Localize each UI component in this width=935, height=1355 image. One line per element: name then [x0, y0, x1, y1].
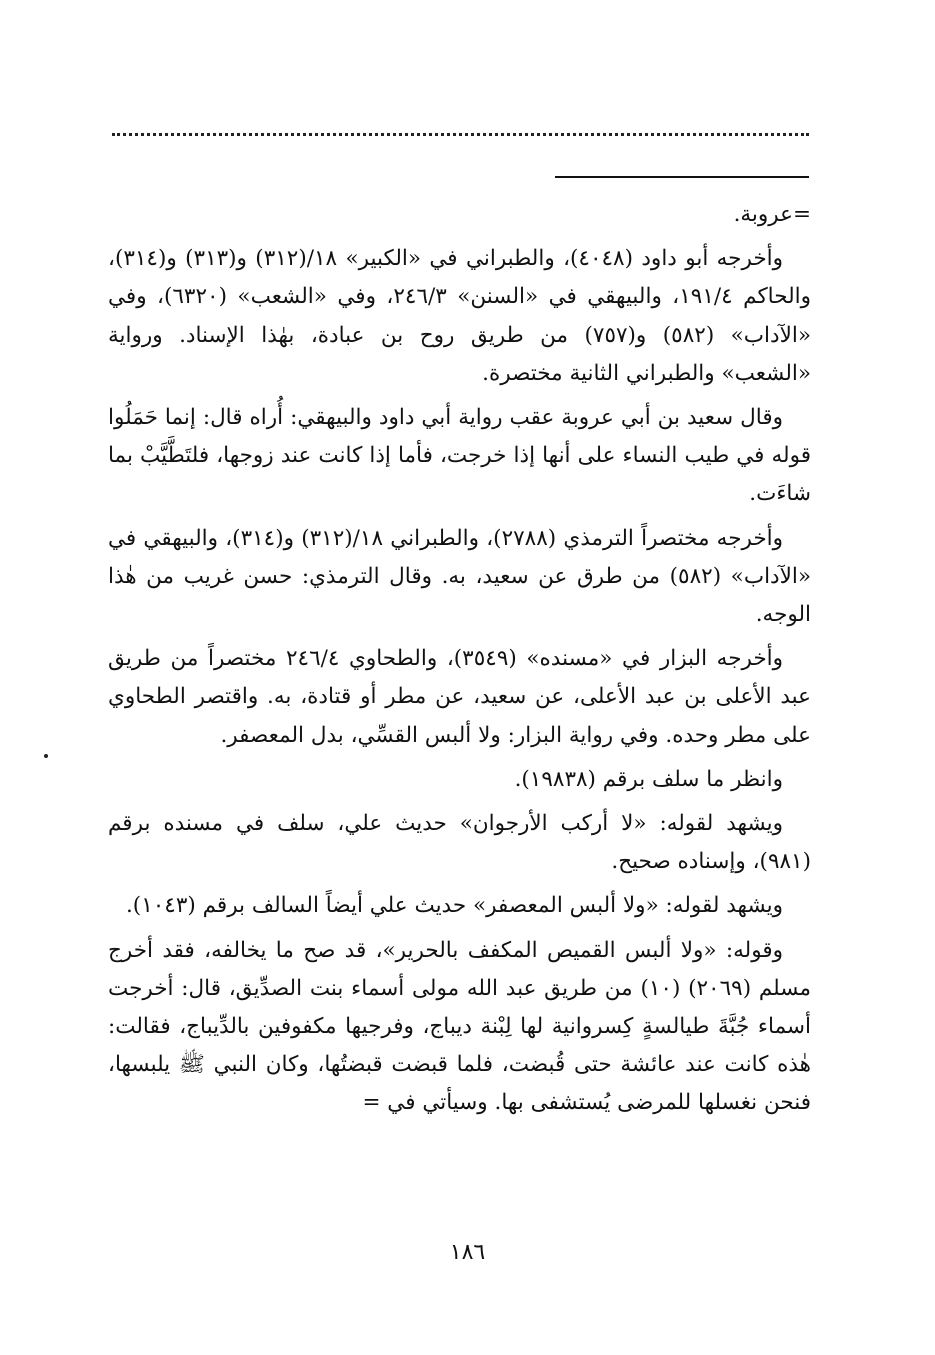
footnote-paragraph: ويشهد لقوله: «لا أركب الأرجوان» حديث علي، سلف في مسنده برقم (٩٨١)، وإسناده صحيح. [108, 811, 811, 875]
footnote-continuation: =عروبة. [733, 202, 811, 227]
footnote-separator-rule [555, 176, 809, 178]
page-number: ١٨٦ [449, 1240, 486, 1265]
footnote-paragraph: ويشهد لقوله: «ولا ألبس المعصفر» حديث علي أيضاً السالف برقم (١٠٤٣). [125, 893, 783, 919]
footnote-paragraph: وأخرجه مختصراً الترمذي (٢٧٨٨)، والطبراني ١٨/(٣١٢) و(٣١٤)، والبيهقي في «الآداب» (٥٨٢) من طرق عن سعيد، به. وقال الترمذي: حسن غريب من هٰذا الوجه. [108, 525, 812, 628]
footnote-paragraph: وأخرجه أبو داود (٤٠٤٨)، والطبراني في «الكبير» ١٨/(٣١٢) و(٣١٣) و(٣١٤)، والحاكم ١٩١/٤، والبيهقي في «السنن» ٢٤٦/٣، وفي «الشعب» (٦٣٢٠)، وفي «الآداب» (٥٨٢) و(٧٥٧) من طريق روح بن عبادة، بهٰذا الإسناد. ورواية «الشعب» والطبراني الثانية مختصرة. [108, 246, 812, 386]
footnote-paragraph: وقوله: «ولا ألبس القميص المكفف بالحرير»، قد صح ما يخالفه، فقد أخرج مسلم (٢٠٦٩) (١٠) من طريق عبد الله مولى أسماء بنت الصدِّيق، قال: أخرجت أسماء جُبَّةَ طيالسةٍ كِسروانية لها لِبْنة ديباج، وفرجيها مكفوفين بالدِّيباج، فقالت: هٰذه كانت عند عائشة حتى قُبضت، فلما قبضت قبضتُها، وكان النبي ﷺ يلبسها، فنحن نغسلها للمرضى يُستشفى بها. وسيأتي في = [108, 937, 811, 1116]
footnote-paragraph: وقال سعيد بن أبي عروبة عقب رواية أبي داود والبيهقي: أُراه قال: إنما حَمَلُوا قوله في طيب النساء على أنها إذا خرجت، فأما إذا كانت عند زوجها، فلتَطَّيَّبْ بما شاءَت. [108, 405, 811, 507]
footnote-paragraph: وانظر ما سلف برقم (١٩٨٣٨). [514, 766, 783, 792]
margin-mark [44, 754, 48, 758]
dotted-separator [112, 133, 809, 136]
footnote-paragraph: وأخرجه البزار في «مسنده» (٣٥٤٩)، والطحاوي ٢٤٦/٤ مختصراً من طريق عبد الأعلى بن عبد الأعلى، عن سعيد، عن مطر أو قتادة، به. واقتصر الطحاوي على مطر وحده. وفي رواية البزار: ولا ألبس القسِّي، بدل المعصفر. [108, 646, 811, 748]
footnotes-block [108, 196, 811, 1129]
